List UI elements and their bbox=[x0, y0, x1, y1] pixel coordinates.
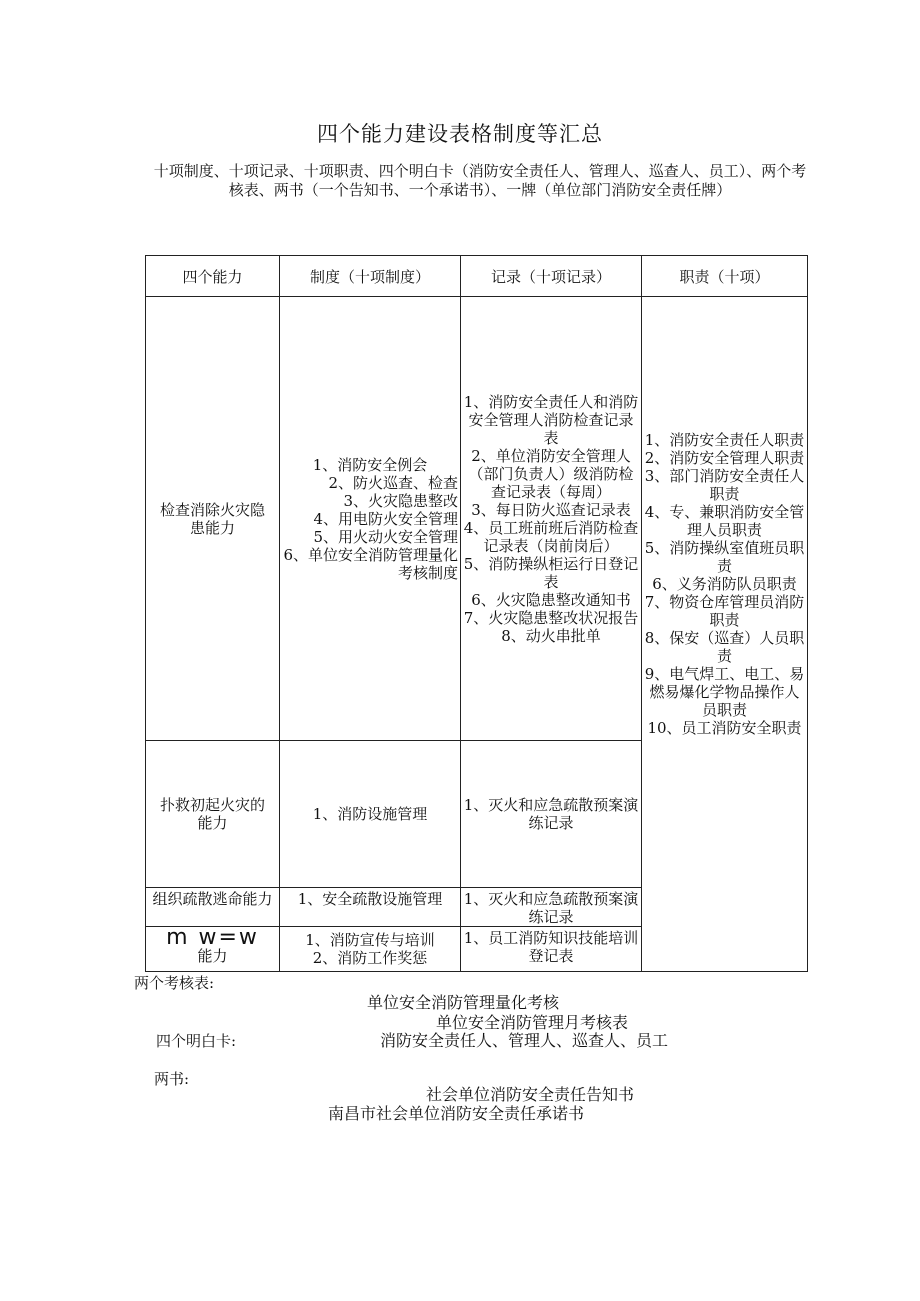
header-systems: 制度（十项制度） bbox=[280, 256, 461, 297]
ability-text: 扑救初起火灾的能力 bbox=[159, 796, 265, 832]
records-cell bbox=[461, 297, 642, 741]
header-duties: 职责（十项） bbox=[642, 256, 808, 297]
list-item: 3、部门消防安全责任人职责 bbox=[644, 467, 805, 503]
records-cell bbox=[461, 888, 642, 927]
records-list bbox=[463, 393, 639, 645]
ability-text: 组织疏散逃命能力 bbox=[152, 890, 273, 908]
header-records: 记录（十项记录） bbox=[461, 256, 642, 297]
list-item: 2、消防安全管理人职责 bbox=[644, 449, 805, 467]
list-item: 1、员工消防知识技能培训登记表 bbox=[463, 929, 639, 965]
cards-text: 消防安全责任人、管理人、巡查人、员工 bbox=[380, 1031, 669, 1050]
list-item: 1、消防安全责任人职责 bbox=[644, 431, 805, 449]
list-item: 6、单位安全消防管理量化考核制度 bbox=[283, 545, 458, 582]
list-item: 10、员工消防安全职责 bbox=[647, 719, 802, 737]
assessment-label: 两个考核表: bbox=[134, 974, 215, 992]
header-ability: 四个能力 bbox=[146, 256, 280, 297]
list-item: 7、物资仓库管理员消防职责 bbox=[644, 593, 805, 629]
list-item: 6、义务消防队员职责 bbox=[652, 575, 797, 593]
duties-list bbox=[644, 431, 805, 737]
list-item: 3、每日防火巡查记录表 bbox=[471, 500, 631, 519]
list-item: 2、防火巡查、检查 bbox=[328, 473, 458, 492]
list-item: 1、消防安全例会 bbox=[312, 455, 428, 474]
list-item: 4、用电防火安全管理 bbox=[313, 509, 458, 528]
ability-cell bbox=[146, 741, 280, 888]
ability-text: 检查消除火灾隐患能力 bbox=[159, 500, 265, 537]
systems-cell bbox=[280, 297, 461, 741]
cards-label: 四个明白卡: bbox=[156, 1032, 237, 1050]
records-cell bbox=[461, 927, 642, 972]
list-item: 5、消防操纵室值班员职责 bbox=[644, 539, 805, 575]
systems-cell bbox=[280, 888, 461, 927]
list-item: 1、消防宣传与培训 bbox=[305, 931, 435, 949]
list-item: 1、消防安全责任人和消防安全管理人消防检查记录表 bbox=[463, 392, 639, 447]
ability-cell bbox=[146, 297, 280, 741]
list-item: 1、消防设施管理 bbox=[312, 805, 428, 823]
duties-cell bbox=[642, 297, 808, 972]
table-header-row bbox=[146, 256, 808, 297]
list-item: 2、单位消防安全管理人（部门负责人）级消防检查记录表（每周） bbox=[468, 446, 634, 501]
list-item: 1、灭火和应急疏散预案演练记录 bbox=[463, 890, 639, 926]
assessment-item-2: 单位安全消防管理月考核表 bbox=[436, 1013, 629, 1032]
list-item: 1、安全疏散设施管理 bbox=[297, 890, 443, 908]
ability-cell bbox=[146, 927, 280, 972]
intro-paragraph: 十项制度、十项记录、十项职责、四个明白卡（消防安全责任人、管理人、巡查人、员工）、两个考核表、两书（一个告知书、一个承诺书）、一牌（单位部门消防安全责任牌） bbox=[153, 162, 807, 199]
ability-cell bbox=[146, 888, 280, 927]
list-item: 9、电气焊工、电工、易燃易爆化学物品操作人员职责 bbox=[644, 665, 805, 719]
list-item: 8、动火串批单 bbox=[501, 626, 601, 645]
list-item: 1、灭火和应急疏散预案演练记录 bbox=[463, 796, 639, 832]
summary-table bbox=[145, 255, 808, 972]
page-title: 四个能力建设表格制度等汇总 bbox=[317, 122, 603, 146]
list-item: 8、保安（巡查）人员职责 bbox=[644, 629, 805, 665]
systems-cell bbox=[280, 927, 461, 972]
table-row bbox=[146, 297, 808, 741]
list-item: 3、火灾隐患整改 bbox=[343, 491, 458, 510]
list-item: 5、用火动火安全管理 bbox=[313, 527, 458, 546]
books-item-1: 社会单位消防安全责任告知书 bbox=[426, 1085, 635, 1104]
list-item: 4、员工班前班后消防检查记录表（岗前岗后） bbox=[463, 518, 639, 555]
list-item: 6、火灾隐患整改通知书 bbox=[471, 590, 631, 609]
list-item: 5、消防操纵柜运行日登记表 bbox=[463, 554, 639, 591]
books-item-2: 南昌市社会单位消防安全责任承诺书 bbox=[328, 1104, 585, 1123]
systems-list bbox=[282, 927, 458, 971]
assessment-item-1: 单位安全消防管理量化考核 bbox=[367, 993, 560, 1012]
systems-cell bbox=[280, 741, 461, 888]
books-label: 两书: bbox=[154, 1070, 190, 1088]
list-item: 2、消防工作奖惩 bbox=[312, 949, 428, 967]
stamp-text: m w=w bbox=[166, 926, 259, 950]
systems-list bbox=[282, 456, 458, 582]
ability-text: 能力 bbox=[197, 947, 228, 965]
list-item: 4、专、兼职消防安全管理人员职责 bbox=[644, 503, 805, 539]
list-item: 7、火灾隐患整改状况报告 bbox=[463, 608, 639, 627]
records-cell bbox=[461, 741, 642, 888]
